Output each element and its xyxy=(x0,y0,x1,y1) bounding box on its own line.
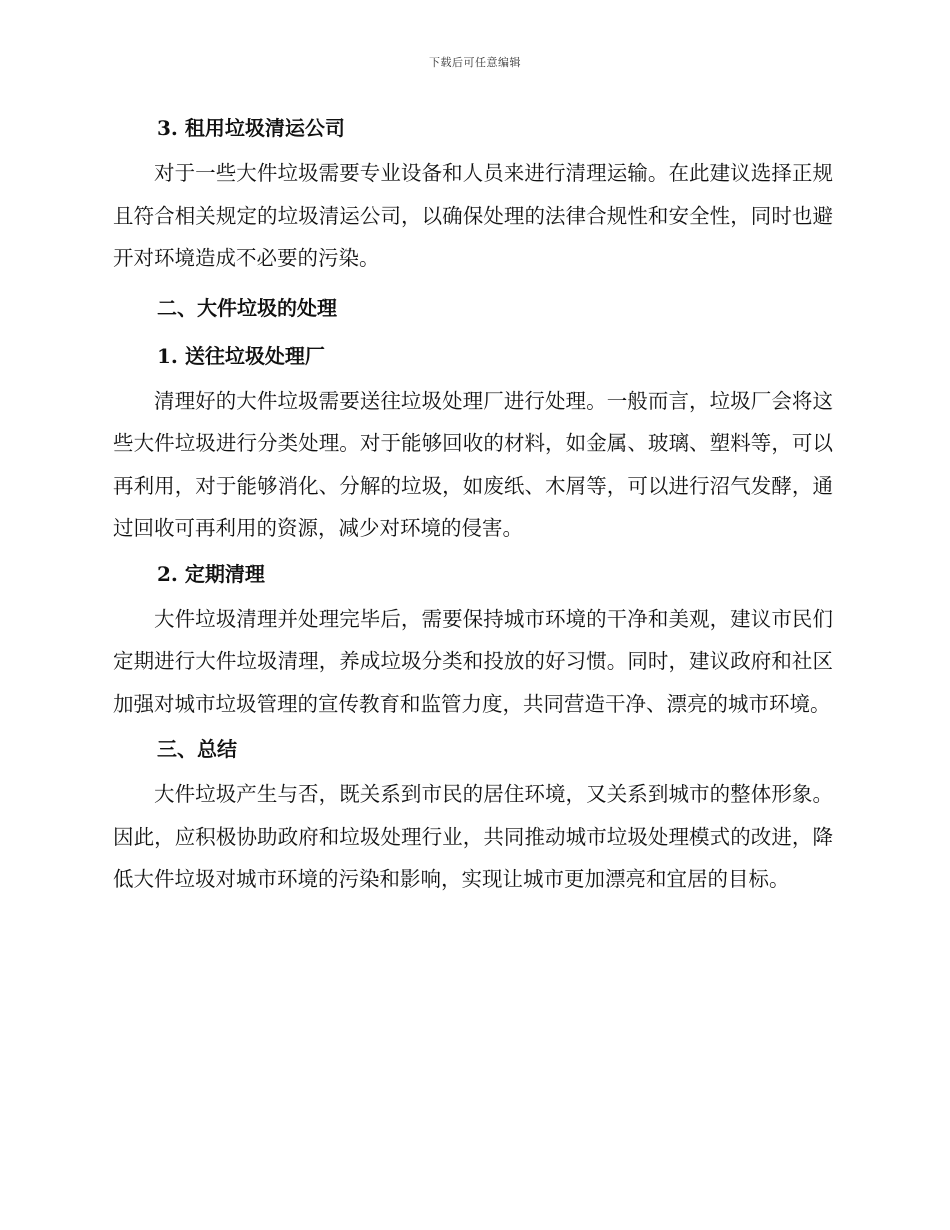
section-heading-regular-cleaning: 2. 定期清理 xyxy=(157,561,265,586)
document-body xyxy=(113,110,833,901)
section-heading-send-to-plant: 1. 送往垃圾处理厂 xyxy=(157,343,325,368)
section-heading-summary: 三、总结 xyxy=(157,737,237,761)
paragraph-send-to-plant: 清理好的大件垃圾需要送往垃圾处理厂进行处理。一般而言，垃圾厂会将这些大件垃圾进行分类处理。对于能够回收的材料，如金属、玻璃、塑料等，可以再利用，对于能够消化、分解的垃圾，如废纸、木屑等，可以进行沼气发酵，通过回收可再利用的资源，减少对环境的侵害。 xyxy=(113,388,833,540)
paragraph-summary: 大件垃圾产生与否，既关系到市民的居住环境，又关系到城市的整体形象。因此，应积极协助政府和垃圾处理行业，共同推动城市垃圾处理模式的改进，降低大件垃圾对城市环境的污染和影响，实现让城市更加漂亮和宜居的目标。 xyxy=(113,782,833,891)
paragraph-regular-cleaning: 大件垃圾清理并处理完毕后，需要保持城市环境的干净和美观，建议市民们定期进行大件垃圾清理，养成垃圾分类和投放的好习惯。同时，建议政府和社区加强对城市垃圾管理的宣传教育和监管力度，共同营造干净、漂亮的城市环境。 xyxy=(113,606,833,716)
section-heading-processing: 二、大件垃圾的处理 xyxy=(157,295,337,320)
page-header: 下载后可任意编辑 xyxy=(429,56,521,69)
section-heading-rent-cleaning-company: 3. 租用垃圾清运公司 xyxy=(157,116,345,140)
paragraph-rent-cleaning-company: 对于一些大件垃圾需要专业设备和人员来进行清理运输。在此建议选择正规且符合相关规定的垃圾清运公司，以确保处理的法律合规性和安全性，同时也避开对环境造成不必要的污染。 xyxy=(113,161,833,270)
